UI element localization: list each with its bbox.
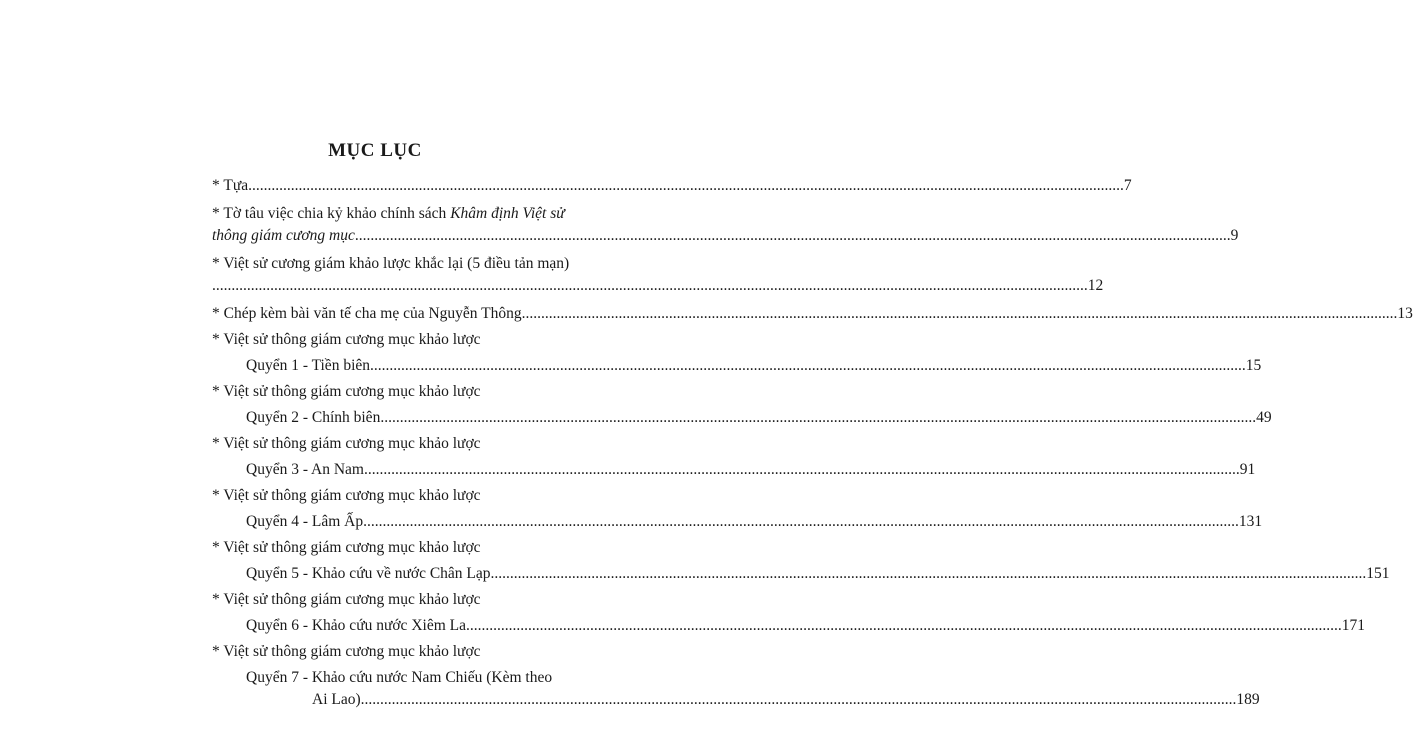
toc-entry-preface [212,175,1132,197]
toc-page-number: 9 [1230,227,1239,244]
toc-page-number: 49 [1256,409,1272,426]
toc-page-number: 151 [1366,565,1390,582]
toc-leader-dots [466,615,1342,637]
toc-entry-book-title: Khâm định Việt sử [450,205,565,222]
toc-entry-volume-7 [212,641,1260,711]
toc-entry-label: * Chép kèm bài văn tế cha mẹ của Nguyễn Thông [212,305,522,322]
toc-entry-label: * Việt sử cương giám khảo lược khắc lại (5 điều tản mạn) [212,255,570,272]
toc-page-number: 131 [1238,513,1263,530]
toc-page-number: 91 [1239,461,1256,478]
toc-entry-label: Quyển 5 - Khảo cứu về nước Chân Lạp [246,565,491,582]
toc-entry-heading: * Việt sử thông giám cương mục khảo lược [212,643,481,660]
toc-list [212,175,1413,711]
toc-entry-label: Quyển 1 - Tiền biên [246,357,370,374]
toc-entry-heading: * Việt sử thông giám cương mục khảo lược [212,591,481,608]
toc-entry-volume-5 [212,537,1390,585]
page-title: MỤC LỤC [328,140,422,161]
toc-leader-dots [355,225,1231,247]
toc-entry-heading: * Việt sử thông giám cương mục khảo lược [212,435,481,452]
toc-entry-volume-4 [212,485,1263,533]
toc-entry-volume-6 [212,589,1365,637]
toc-leader-dots [364,459,1240,481]
toc-entry-memorial [212,203,1239,247]
toc-entry-label: Quyển 7 - Khảo cứu nước Nam Chiếu (Kèm theo [246,669,553,686]
toc-entry-volume-3 [212,433,1256,481]
toc-entry-heading: * Việt sử thông giám cương mục khảo lược [212,487,481,504]
toc-page-number: 13 [1397,305,1413,322]
toc-entry-label: Quyển 6 - Khảo cứu nước Xiêm La [246,617,466,634]
toc-leader-dots [363,511,1239,533]
toc-entry-heading: * Việt sử thông giám cương mục khảo lược [212,331,481,348]
toc-leader-dots [361,689,1237,711]
toc-entry-eulogy [212,303,1413,325]
toc-entry-label: Quyển 2 - Chính biên [246,409,381,426]
toc-leader-dots [370,355,1246,377]
toc-entry-revision [212,253,1104,297]
toc-leader-dots [380,407,1256,429]
toc-entry-label-cont: Ai Lao) [312,691,361,708]
toc-leader-dots [491,563,1367,585]
toc-page-number: 15 [1245,357,1262,374]
toc-page-number: 171 [1341,617,1365,634]
toc-leader-dots [212,275,1088,297]
toc-leader-dots [522,303,1398,325]
toc-entry-volume-1 [212,329,1262,377]
toc-entry-label: * Tờ tâu việc chia kỷ khảo chính sách [212,205,451,222]
toc-entry-book-title-cont: thông giám cương mục [212,227,355,244]
toc-leader-dots [248,175,1124,197]
toc-entry-label: Quyển 4 - Lâm Ấp [246,513,364,530]
toc-page-number: 189 [1236,691,1260,708]
toc-entry-heading: * Việt sử thông giám cương mục khảo lược [212,383,481,400]
toc-page-number: 12 [1087,277,1104,294]
toc-entry-volume-2 [212,381,1272,429]
toc-entry-label: Quyển 3 - An Nam [246,461,364,478]
toc-entry-heading: * Việt sử thông giám cương mục khảo lược [212,539,481,556]
toc-entry-label: * Tựa [212,177,249,194]
toc-page-number: 7 [1123,177,1132,194]
